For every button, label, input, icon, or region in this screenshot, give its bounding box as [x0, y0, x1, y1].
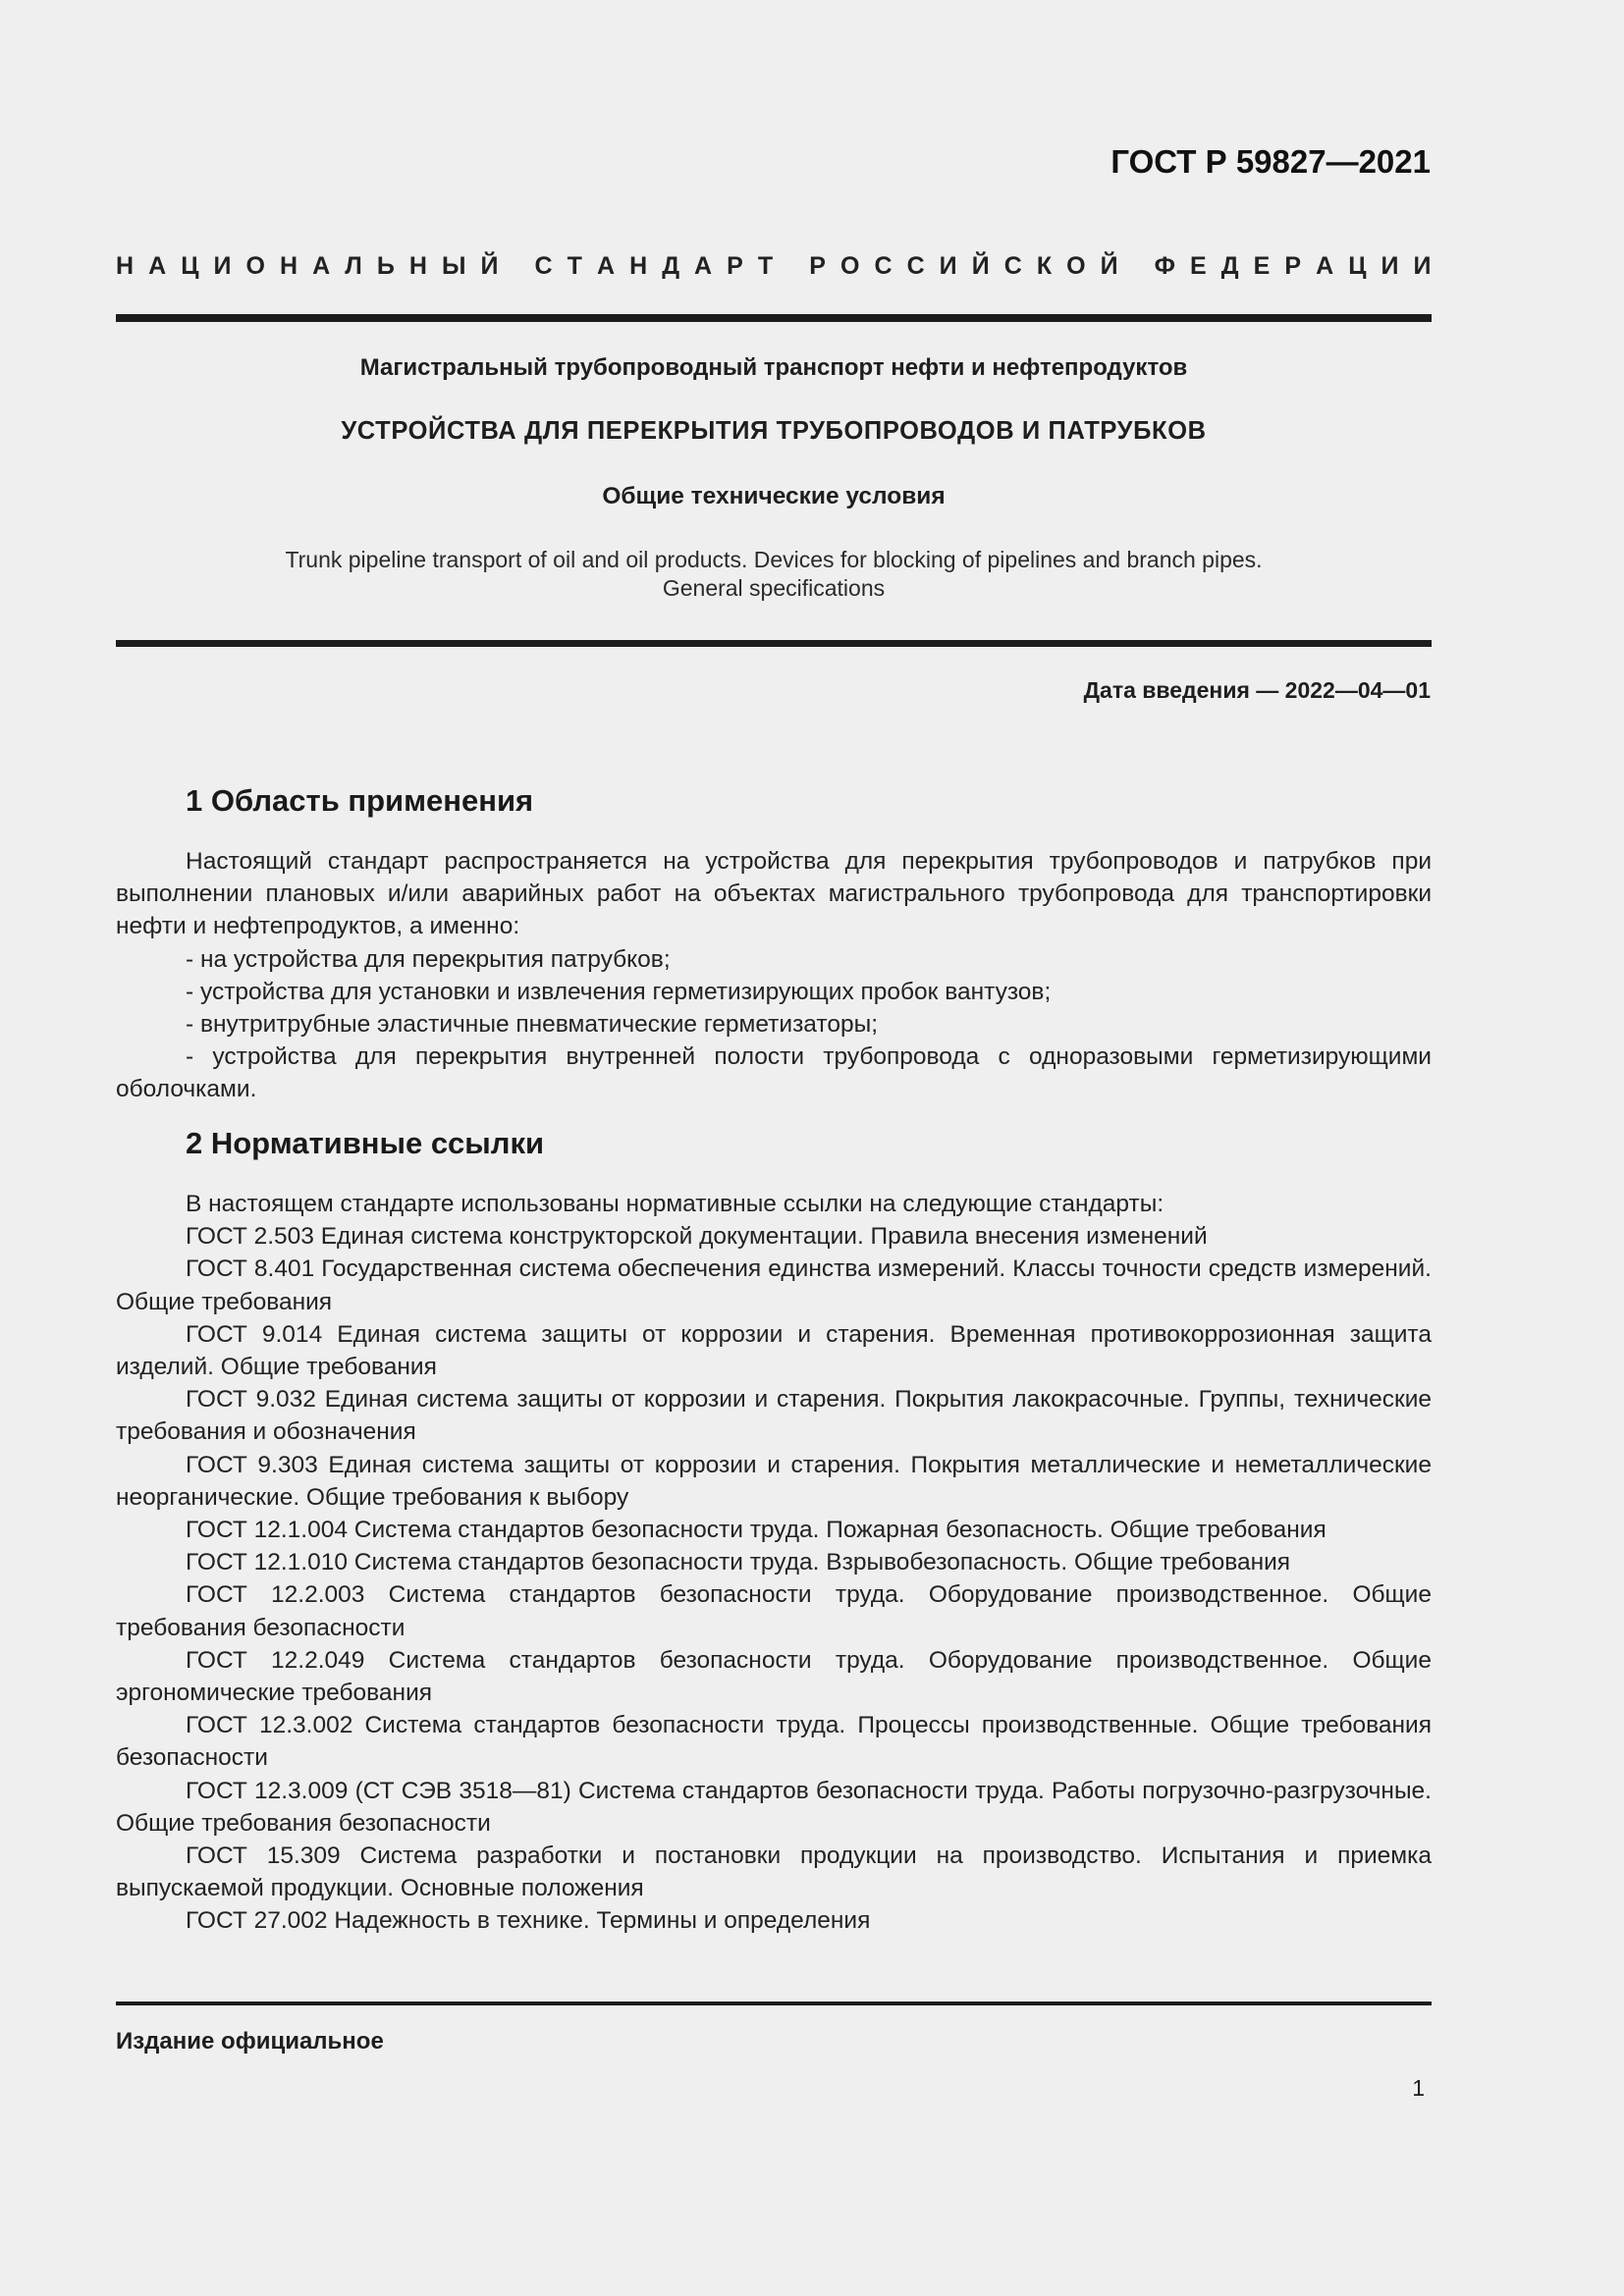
title-letter: А [148, 252, 167, 280]
title-letter: И [1413, 252, 1432, 280]
title-letter [1133, 252, 1140, 281]
section-2-intro: В настоящем стандарте использованы нормативные ссылки на следующие стандарты: [186, 1191, 1164, 1217]
title-letter: Р [809, 252, 826, 280]
list-item: - устройства для установки и извлечения герметизирующих пробок вантузов; [186, 978, 1052, 1005]
list-item: - внутритрубные эластичные пневматические герметизаторы; [186, 1011, 878, 1039]
title-letter: Й [480, 252, 499, 280]
reference-item: ГОСТ 12.3.009 (СТ СЭВ 3518—81) Система стандартов безопасности труда. Работы погрузочно-разгрузочные. Общие требования безопасности [116, 1777, 1432, 1837]
english-title [116, 546, 1432, 603]
title-letter [787, 252, 794, 281]
title-letter: Н [408, 252, 427, 280]
top-divider [116, 314, 1432, 322]
title-letter: Т [567, 252, 582, 280]
reference-item: ГОСТ 12.2.049 Система стандартов безопасности труда. Оборудование производственное. Общие эргономические требования [116, 1646, 1432, 1707]
section-1-heading: 1 Область применения [186, 783, 534, 818]
title-letter: О [839, 252, 860, 280]
title-letter: Й [1100, 252, 1118, 280]
section-2-heading: 2 Нормативные ссылки [186, 1126, 545, 1160]
title-letter: Н [280, 252, 298, 280]
reference-item: ГОСТ 12.1.004 Система стандартов безопасности труда. Пожарная безопасность. Общие требования [186, 1517, 1326, 1544]
title-letter: С [874, 252, 893, 280]
reference-item: ГОСТ 9.014 Единая система защиты от коррозии и старения. Временная противокоррозионная защита изделий. Общие требования [116, 1320, 1432, 1381]
section-1-body [116, 845, 1432, 1106]
title-letter: А [312, 252, 331, 280]
standard-number: ГОСТ Р 59827—2021 [1110, 143, 1431, 180]
sub-title: Общие технические условия [602, 483, 946, 509]
title-letter: Ф [1154, 252, 1175, 280]
reference-item: ГОСТ 12.3.002 Система стандартов безопасности труда. Процессы производственные. Общие требования безопасности [116, 1712, 1432, 1772]
title-letter: А [596, 252, 616, 280]
reference-item: ГОСТ 12.1.010 Система стандартов безопасности труда. Взрывобезопасность. Общие требования [186, 1549, 1291, 1576]
title-letter [514, 252, 520, 281]
reference-item: ГОСТ 12.2.003 Система стандартов безопасности труда. Оборудование производственное. Общие требования безопасности [116, 1581, 1432, 1641]
title-letter: Н [116, 252, 135, 280]
section-2-body [116, 1188, 1432, 1938]
introduction-date: Дата введения — 2022—04—01 [1083, 677, 1431, 703]
reference-item: ГОСТ 27.002 Надежность в технике. Термины и определения [186, 1907, 871, 1935]
title-letter: Е [1253, 252, 1271, 280]
title-letter: С [1003, 252, 1022, 280]
title-letter: Д [1220, 252, 1239, 280]
category-title: Магистральный трубопроводный транспорт нефти и нефтепродуктов [359, 354, 1188, 381]
title-letter: Й [971, 252, 990, 280]
footer-divider [116, 2002, 1432, 2005]
official-edition-label: Издание официальное [116, 2028, 384, 2055]
title-letter: Р [727, 252, 743, 280]
national-standard-title [116, 252, 1432, 281]
english-title-line-1: Trunk pipeline transport of oil and oil products. Devices for blocking of pipelines and branch pipes. [285, 547, 1263, 572]
title-letter: Е [1190, 252, 1207, 280]
title-letter: О [1066, 252, 1086, 280]
title-letter: А [694, 252, 713, 280]
page-number: 1 [1412, 2075, 1425, 2101]
list-item: - устройства для перекрытия внутренней полости трубопровода с одноразовыми герметизирующими оболочками. [116, 1043, 1432, 1103]
section-1-paragraph: Настоящий стандарт распространяется на устройства для перекрытия трубопроводов и патрубков при выполнении плановых и/или аварийных работ на объектах магистрального трубопровода для транспортировки нефти и нефтепродуктов, а именно: [116, 848, 1432, 940]
title-letter: К [1036, 252, 1053, 280]
reference-item: ГОСТ 2.503 Единая система конструкторской документации. Правила внесения изменений [186, 1223, 1208, 1251]
title-letter: Л [345, 252, 362, 280]
title-letter: Ц [1348, 252, 1367, 280]
title-letter: И [939, 252, 957, 280]
list-item: - на устройства для перекрытия патрубков; [186, 945, 671, 973]
title-letter: С [906, 252, 925, 280]
english-title-line-2: General specifications [662, 575, 886, 601]
reference-item: ГОСТ 9.032 Единая система защиты от коррозии и старения. Покрытия лакокрасочные. Группы, технические требования и обозначения [116, 1386, 1432, 1446]
reference-item: ГОСТ 15.309 Система разработки и постановки продукции на производство. Испытания и приемка выпускаемой продукции. Основные положения [116, 1842, 1432, 1902]
title-letter: А [1316, 252, 1334, 280]
title-letter: Т [757, 252, 774, 280]
title-letter: С [534, 252, 553, 280]
title-letter: Ц [181, 252, 199, 280]
title-divider [116, 640, 1432, 647]
main-title: УСТРОЙСТВА ДЛЯ ПЕРЕКРЫТИЯ ТРУБОПРОВОДОВ И ПАТРУБКОВ [341, 417, 1207, 445]
title-letter: Н [629, 252, 648, 280]
reference-item: ГОСТ 8.401 Государственная система обеспечения единства измерений. Классы точности средств измерений. Общие требования [116, 1255, 1432, 1315]
title-letter: И [213, 252, 232, 280]
title-letter: Ь [376, 252, 395, 280]
title-letter: Р [1284, 252, 1302, 280]
title-letter: Ы [441, 252, 466, 280]
title-letter: И [1380, 252, 1399, 280]
title-letter: О [245, 252, 265, 280]
title-letter: Д [662, 252, 679, 280]
reference-item: ГОСТ 9.303 Единая система защиты от коррозии и старения. Покрытия металлические и неметаллические неорганические. Общие требования к выбору [116, 1451, 1432, 1511]
